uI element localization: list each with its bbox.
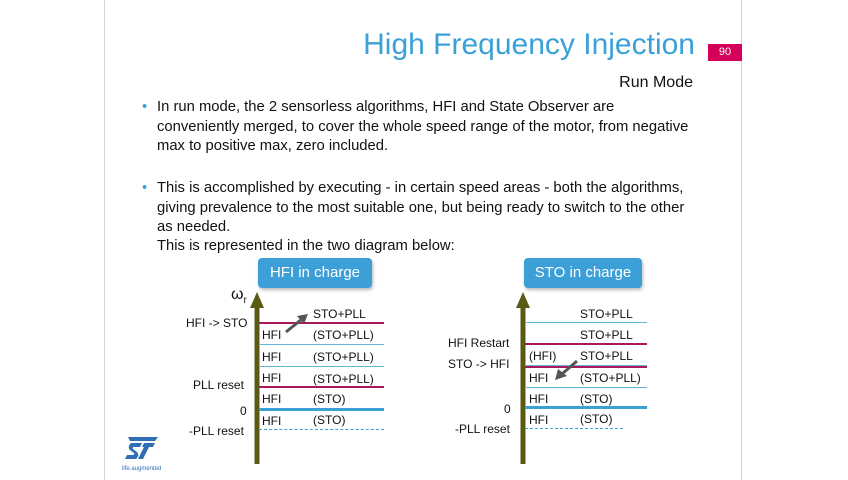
right-line-1 (525, 322, 647, 323)
right-left-4: HFI (529, 413, 549, 427)
left-arrow-shaft (286, 319, 302, 332)
left-right-5: (STO) (313, 392, 346, 406)
left-line-neg-pll-reset (259, 429, 384, 430)
hfi-in-charge-badge: HFI in charge (258, 258, 372, 288)
st-logo-icon (122, 437, 158, 461)
slide-title: High Frequency Injection (363, 28, 695, 61)
right-right-5: (STO) (580, 392, 613, 406)
left-transition-arrow (283, 311, 313, 335)
right-label-hfi-restart: HFI Restart (448, 336, 510, 350)
right-left-1: (HFI) (529, 349, 557, 363)
bullet-marker: • (142, 99, 148, 115)
right-arrow-shaft (562, 361, 577, 374)
right-left-3: HFI (529, 392, 549, 406)
right-line-5 (525, 387, 647, 388)
left-hfi-5: HFI (262, 414, 282, 428)
left-label-pll-reset: PLL reset (193, 378, 244, 392)
omega-subscript: r (243, 295, 247, 307)
right-line-neg-pll-reset (525, 428, 623, 429)
left-hfi-1: HFI (262, 328, 282, 342)
right-transition-arrow (552, 358, 582, 382)
left-line-hfi-to-sto (259, 322, 384, 324)
left-slide-border (104, 0, 105, 480)
left-hfi-4: HFI (262, 392, 282, 406)
note-text: This is represented in the two diagram below: (157, 238, 455, 254)
left-line-zero (259, 408, 384, 411)
right-line-zero (525, 406, 647, 409)
omega-axis-label (231, 286, 247, 306)
right-axis-arrowhead (516, 292, 530, 308)
right-line-sto-to-hfi (525, 366, 647, 368)
left-line-mid (259, 344, 384, 345)
page-number-badge: 90 (708, 44, 742, 61)
right-right-2: STO+PLL (580, 328, 633, 342)
left-right-4: (STO+PLL) (313, 372, 374, 386)
slide-subtitle: Run Mode (619, 74, 693, 91)
bullet-2 (142, 179, 697, 238)
left-label-zero: 0 (240, 404, 247, 418)
bullet-marker: • (142, 180, 148, 196)
left-line-pll-reset (259, 386, 384, 388)
left-hfi-2: HFI (262, 350, 282, 364)
bullet-1 (142, 98, 697, 157)
right-label-neg-pll-reset: -PLL reset (455, 422, 510, 436)
left-line-upper (259, 366, 384, 367)
right-line-hfi-restart (525, 343, 647, 345)
left-label-neg-pll-reset: -PLL reset (189, 424, 244, 438)
right-label-zero: 0 (504, 402, 511, 416)
right-right-3: STO+PLL (580, 349, 633, 363)
left-right-3: (STO+PLL) (313, 350, 374, 364)
left-label-hfi-to-sto: HFI -> STO (186, 316, 248, 330)
right-label-sto-to-hfi: STO -> HFI (448, 357, 510, 371)
sto-in-charge-badge: STO in charge (524, 258, 642, 288)
left-hfi-3: HFI (262, 371, 282, 385)
omega-symbol: ω (231, 286, 244, 303)
bullet-1-text: In run mode, the 2 sensorless algorithms, HFI and State Observer are conveniently merged, to cover the whole speed range of the motor, from negative max to positive max, zero included. (157, 99, 689, 154)
right-slide-border (741, 0, 742, 480)
left-right-6: (STO) (313, 413, 346, 427)
left-axis-arrowhead (250, 292, 264, 308)
left-right-2: (STO+PLL) (313, 328, 374, 342)
right-right-1: STO+PLL (580, 307, 633, 321)
bullet-2-text: This is accomplished by executing - in certain speed areas - both the algorithms, giving prevalence to the most suitable one, but being ready to switch to the other as needed. (157, 180, 685, 235)
right-right-4: (STO+PLL) (580, 371, 641, 385)
st-logo (122, 437, 166, 472)
left-right-1: STO+PLL (313, 307, 366, 321)
bullet-note (157, 237, 697, 257)
right-left-2: HFI (529, 371, 549, 385)
right-right-6: (STO) (580, 412, 613, 426)
left-axis-shaft (255, 306, 260, 464)
logo-tagline: life.augmented (122, 466, 162, 472)
right-axis-shaft (521, 306, 526, 464)
